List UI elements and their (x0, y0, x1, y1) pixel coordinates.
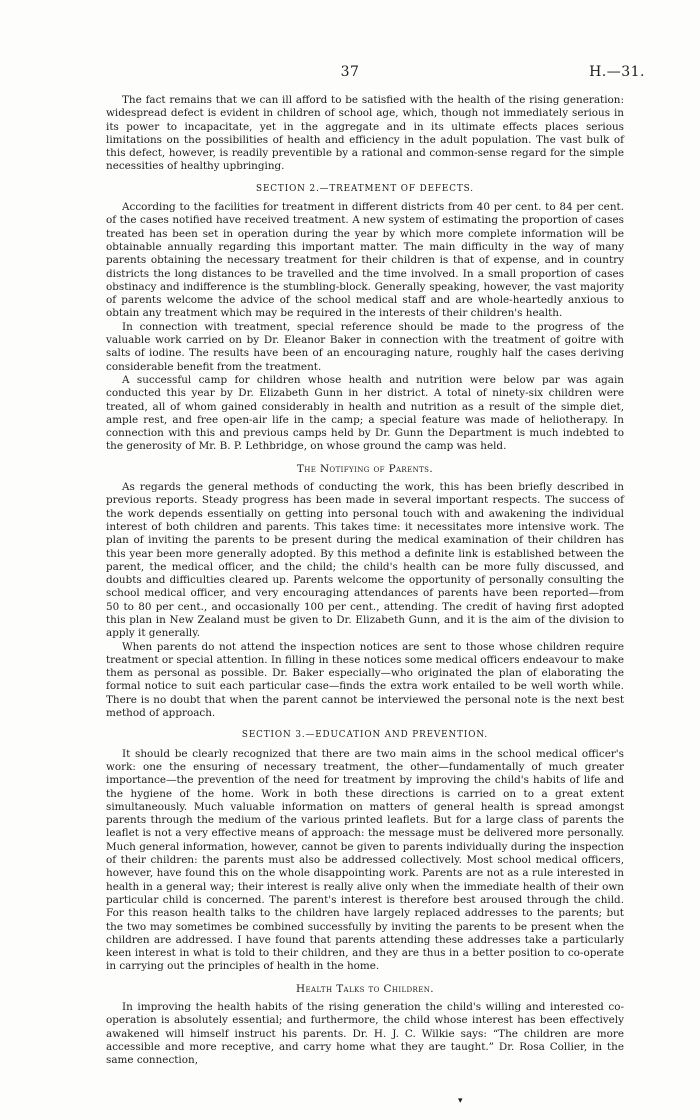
continuation-mark: ▾ (458, 1096, 463, 1106)
document-reference: H.—31. (589, 64, 645, 80)
health-talks-heading: Health Talks to Children. (296, 982, 434, 995)
paragraph: When parents do not attend the inspection notices are sent to those whose children require treatment or special attention. In filling in these notices some medical officers endeavour to make them as personal as possible. Dr. Baker especially—who originated the plan of elaborating the formal notice to suit each particular case—finds the extra work entailed to be well worth while. There is no doubt that when the parent cannot be interviewed the personal note is the next best method of approach. (106, 640, 624, 720)
section-2-heading: SECTION 2.—TREATMENT OF DEFECTS. (256, 183, 474, 194)
section-3-heading: SECTION 3.—EDUCATION AND PREVENTION. (241, 730, 489, 741)
paragraph: It should be clearly recognized that there are two main aims in the school medical officer's work: one the ensuring of necessary treatment, the other—fundamentally of much greater importance—the prevention of the need for treatment by improving the child's habits of life and the hygiene of the home. Work in both these directions is carried on to a great extent simultaneously. Much valuable information on matters of general health is spread amongst parents through the medium of the various printed leaflets. But for a large class of parents the leaflet is not a very effective means of approach: the message must be delivered more personally. Much general information, however, cannot be given to parents individually during the inspection of their children: the parents must also be addressed collectively. Most school medical officers, however, have found this on the whole disappointing work. Parents are not as a rule interested in health in a general way; their interest is really alive only when the immediate health of their own particular child is concerned. The parent's interest is therefore best aroused through the child. For this reason health talks to the children have largely replaced addresses to the parents; but the two may sometimes be combined successfully by inviting the parents to be present when the children are addressed. I have found that parents attending these addresses take a particularly keen interest in what is told to their children, and they are thus in a better position to co-operate in carrying out the principles of health in the home. (106, 747, 624, 973)
paragraph: In connection with treatment, special reference should be made to the progress of the valuable work carried on by Dr. Eleanor Baker in connection with the treatment of goitre with salts of iodine. The results have been of an encouraging nature, roughly half the cases deriving considerable benefit from the treatment. (106, 320, 624, 373)
page-number: 37 (340, 64, 360, 80)
paragraph: In improving the health habits of the rising generation the child's willing and interested co-operation is absolutely essential; and furthermore, the child whose interest has been effectively awakened will himself instruct his parents. Dr. H. J. C. Wilkie says: “The children are more accessible and more receptive, and carry home what they are taught.” Dr. Rosa Collier, in the same connection, (106, 1001, 624, 1067)
body-text (106, 94, 624, 1067)
paragraph: As regards the general methods of conducting the work, this has been briefly described in previous reports. Steady progress has been made in several important respects. The success of the work depends essentially on getting into personal touch with and awakening the individual interest of both children and parents. This takes time: it necessitates more intensive work. The plan of inviting the parents to be present during the medical examination of their children has this year been more generally adopted. By this method a definite link is established between the parent, the medical officer, and the child; the child's health can be more fully discussed, and doubts and difficulties cleared up. Parents welcome the opportunity of personally consulting the school medical officer, and very encouraging attendances of parents have been reported—from 50 to 80 per cent., and occasionally 100 per cent., attending. The credit of having first adopted this plan in New Zealand must be given to Dr. Elizabeth Gunn, and it is the aim of the division to apply it generally. (106, 481, 624, 640)
intro-paragraph: The fact remains that we can ill afford to be satisfied with the health of the rising generation: widespread defect is evident in children of school age, which, though not immediately serious in its power to incapacitate, yet in the aggregate and in its ultimate effects places serious limitations on the possibilities of health and efficiency in the adult population. The vast bulk of this defect, however, is readily preventible by a rational and common-sense regard for the simple necessities of healthy upbringing. (106, 94, 624, 173)
notifying-parents-heading: The Notifying of Parents. (296, 462, 434, 475)
paragraph: A successful camp for children whose health and nutrition were below par was again conducted this year by Dr. Elizabeth Gunn in her district. A total of ninety-six children were treated, all of whom gained considerably in health and nutrition as a result of the simple diet, ample rest, and free open-air life in the camp; a special feature was made of heliotherapy. In connection with this and previous camps held by Dr. Gunn the Department is much indebted to the generosity of Mr. B. P. Lethbridge, on whose ground the camp was held. (106, 373, 624, 453)
paragraph: According to the facilities for treatment in different districts from 40 per cent. to 84 per cent. of the cases notified have received treatment. A new system of estimating the proportion of cases treated has been set in operation during the year by which more complete information will be obtainable annually regarding this important matter. The main difficulty in the way of many parents obtaining the necessary treatment for their children is that of expense, and in country districts the long distances to be travelled and the time involved. In a small proportion of cases obstinacy and indifference is the stumbling-block. Generally speaking, however, the vast majority of parents welcome the advice of the school medical staff and are whole-heartedly anxious to obtain any treatment which may be required in the interests of their children's health. (106, 201, 624, 320)
